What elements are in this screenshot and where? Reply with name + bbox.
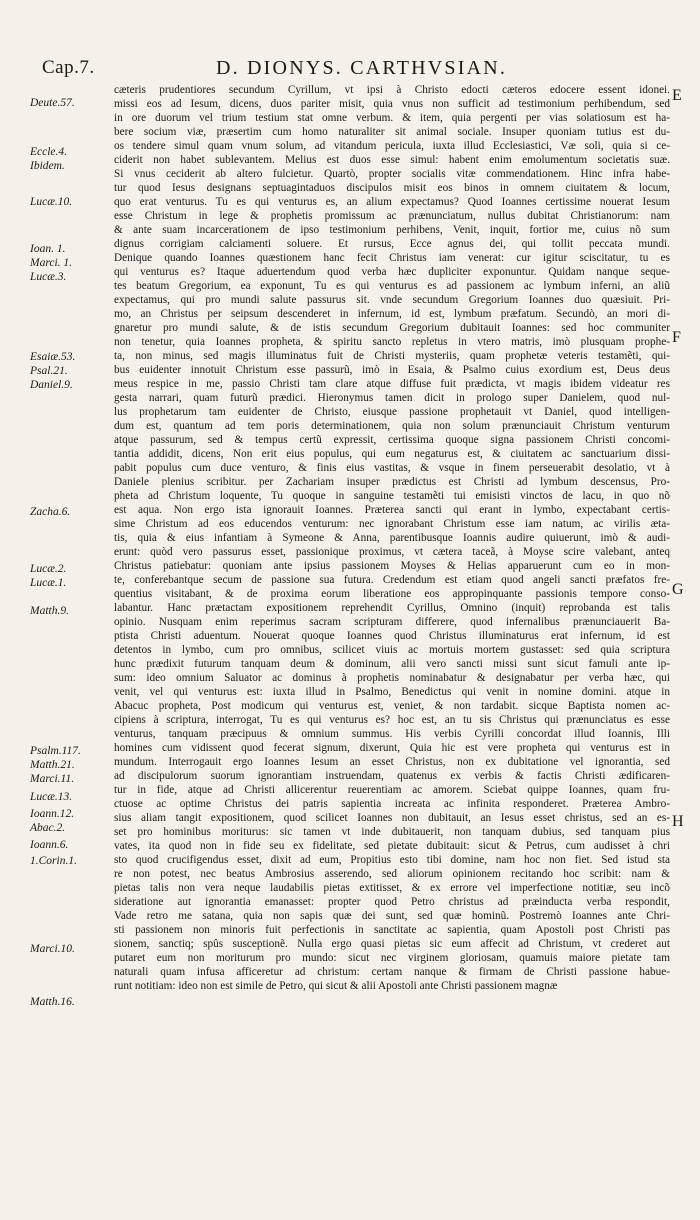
text-line: sime Christum ad eos educendos venturum: nec ignorabant Christum esse iam natum, ac virilis æta- bbox=[114, 518, 670, 530]
text-line: te, conferebantque secum de passione sua futura. Credendum est etiam quod angeli sancti præfatos fre- bbox=[114, 574, 670, 586]
text-line: bere socium viæ, præsertim cum homo naturaliter sit animal sociale. Insuper quoniam tutius est du- bbox=[114, 126, 670, 138]
margin-note: Matth.21. bbox=[30, 759, 75, 771]
margin-note: Daniel.9. bbox=[30, 379, 73, 391]
text-line: runt notitiam: ideo non est simile de Petro, qui sicut & alii Apostoli ante Christi passionem magnæ bbox=[114, 980, 558, 992]
text-line: quentius visitabant, & de proxima eorum liberatione eos appropinquante passionis tempore conso- bbox=[114, 588, 670, 600]
side-letter: G bbox=[672, 581, 684, 598]
text-line: ta, non minus, sed magis illuminatus fuit de Christi mysteriis, quam prophetæ veteris testamẽti, qui- bbox=[114, 350, 670, 362]
margin-notes bbox=[0, 0, 118, 1220]
margin-note: Marci.10. bbox=[30, 943, 75, 955]
margin-note: Matth.16. bbox=[30, 996, 75, 1008]
margin-note: Marci.11. bbox=[30, 773, 75, 785]
text-line: sti passionem non minoris fuit perfectionis in sanctitate ac sapientia, quam Apostoli post Christi pas bbox=[114, 924, 670, 936]
text-line: dignus corrigiam calciamenti soluere. Et rursus, Ecce agnus dei, qui tollit peccata mundi. bbox=[114, 238, 670, 250]
text-line: esse Christum in lege & prophetis promissum ac prænunciatum, nullus dubitat Christianorum: nam bbox=[114, 210, 670, 222]
margin-note: Zacha.6. bbox=[30, 506, 71, 518]
text-line: ad discipulorum suorum ignorantiam instruendam, quatenus ex verbis & factis Christi ædificaren- bbox=[114, 770, 670, 782]
text-line: vates, ita quod non in fide seu ex fidelitate, sed pietate dubitauit: sicut & Petrus, cum audisset à chri bbox=[114, 840, 670, 852]
margin-note: Psalm.117. bbox=[30, 745, 81, 757]
text-line: bus euidenter innotuit Christum esse passurũ, imò in Esaia, & Psalmo cuius exordium est, Deus deus bbox=[114, 364, 670, 376]
text-line: expectamus, qui pro mundi salute passurus sit. vnde secundum Gregorium Ioannes duo quæsiuit. Pri- bbox=[114, 294, 670, 306]
side-letter: F bbox=[672, 329, 681, 346]
text-line: set pro hominibus moriturus: sic tamen vt inde dubitauerit, non tanquam dubius, sed tanquam pius bbox=[114, 826, 670, 838]
text-line: opinio. Nusquam enim reperimus sacram scripturam differere, quod infernalibus prænunciauerit Ba- bbox=[114, 616, 670, 628]
side-letter: E bbox=[672, 87, 682, 104]
text-line: homines cum vidissent quod fecerat signum, dixerunt, Quia hic est vere propheta qui venturus est in bbox=[114, 742, 670, 754]
text-line: re non potest, nec beatus Ambrosius asserendo, sed aliorum opinionem recitando hoc scribit: nam & bbox=[114, 868, 670, 880]
text-line: meus respice in me, passio Christi tam clare atque diffuse fuit prædicta, vt magis ibidem videatur res bbox=[114, 378, 670, 390]
text-line: venit, vel qui venturus est: iuxta illud in Psalmo, Benedictus qui venit in nomine domini. atque in bbox=[114, 686, 670, 698]
text-line: tes beatum Gregorium, ea exponunt, Tu es qui venturus es ad passionem ac lymbum inferni, an aliũ bbox=[114, 280, 670, 292]
body-text bbox=[114, 83, 670, 993]
text-line: putaret eum non moriturum pro mundo: sicut nec virginem gloriosam, quamuis maiore pietate tam bbox=[114, 952, 670, 964]
text-line: quo erat venturus. Tu es qui venturus es, an alium expectamus? Quod Ioannes certissime nouerat Iesum bbox=[114, 196, 670, 208]
page-number: Cap.7. bbox=[42, 57, 95, 78]
text-line: tis, quia & eius infantiam à Symeone & Anna, parentibusque Ioannis audire quiuerunt, imò & audi- bbox=[114, 532, 670, 544]
text-line: gnaretur pro mundi salute, & de istis secundum Gregorium dubitauit Ioannes: sed hoc communiter bbox=[114, 322, 670, 334]
margin-note: Lucæ.3. bbox=[30, 271, 67, 283]
text-line: detentos in lymbo, cum pro omnibus, scilicet viuis ac mortuis mortem gustasset: sed quia scriptura bbox=[114, 644, 670, 656]
text-line: pabit populus cum duce venturo, & finis eius vastitas, & vsque in finem perseuerabit desolatio, vt à bbox=[114, 462, 670, 474]
margin-note: Ioann.12. bbox=[30, 808, 75, 820]
margin-note: Ioan. 1. bbox=[30, 243, 66, 255]
text-line: Vade retro me satana, quia non sapis quæ dei sunt, sed quæ hominũ. Postremò Ioannes ante Chri- bbox=[114, 910, 670, 922]
text-line: Christus patiebatur: quoniam ante ipsius passionem Moyses & Helias apparuerunt cum eo in mon- bbox=[114, 560, 670, 572]
text-line: tur quod Iesus designans septuagintaduos discipulos misit eos binos in omnem ciuitatem & locum, bbox=[114, 182, 670, 194]
text-line: hunc prædixit futurum tanquam deum & dominum, alii vero sancti missi sunt sicut famuli ante ip- bbox=[114, 658, 670, 670]
text-line: qui venturus es? Itaque aduertendum quod verba hæc dupliciter exponuntur. Quidam nanque seque- bbox=[114, 266, 670, 278]
margin-note: Marci. 1. bbox=[30, 257, 73, 269]
text-line: Daniele plenius scribitur. per Zachariam insuper prædictus est Christi ad lymbum descensus, Pro- bbox=[114, 476, 670, 488]
text-line: Denique quando Ioannes quæstionem hanc fecit Christus iam venerat: cur igitur sciscitatur, tu es bbox=[114, 252, 670, 264]
margin-note: Lucæ.13. bbox=[30, 791, 73, 803]
text-line: sius aliam tangit expositionem, quod scilicet Ioannes non dubitauit, an Iesus esset christus, sed an es- bbox=[114, 812, 670, 824]
text-line: tantia addidit, dicens, Non erit eius populus, qui eum negaturus est, & ciuitatem ac sanctuarium dissi- bbox=[114, 448, 670, 460]
text-line: mundum. Interrogauit ergo Ioannes Iesum an esset Christus, non ex dubitatione vel ignorantia, sed bbox=[114, 756, 670, 768]
text-line: & ante suam incarcerationem de ipso testimonium perhibens, Venit, inquit, fortior me, cuius nõ sum bbox=[114, 224, 670, 236]
text-line: in ore duorum vel trium testium stat omne verbum. & item, quia pergenti per vias solatiosum est ha- bbox=[114, 112, 670, 124]
text-line: dum est, quantum ad tem poris determinationem, quia non solum prænunciauit Christum venturum bbox=[114, 420, 670, 432]
page-header bbox=[42, 57, 658, 81]
running-title: D. DIONYS. CARTHVSIAN. bbox=[216, 57, 508, 79]
margin-note: Eccle.4. bbox=[30, 146, 68, 158]
margin-note: Lucæ.2. bbox=[30, 563, 67, 575]
margin-note: Lucæ.1. bbox=[30, 577, 67, 589]
text-line: ctuose ac optime Christus dei patris sapientia increata ac infinita responderet. Præterea Ambro- bbox=[114, 798, 670, 810]
text-line: naturali quam infusa afficeretur ad christum: certam nanque & firmam de Christi passione habue- bbox=[114, 966, 670, 978]
text-line: sto quod crucifigendus esset, dixit ad eum, Propitius esto tibi domine, nam hoc non fiet. Sed istud sta bbox=[114, 854, 670, 866]
text-line: os tendere simul quam vnum solum, ad vitandum pericula, iuxta illud Ecclesiastici, Væ soli, quia si ce- bbox=[114, 140, 670, 152]
text-line: gesta narrari, quam futurũ prædici. Hieronymus tamen dicit in prologo super Danielem, quod nul- bbox=[114, 392, 670, 404]
text-line: non tenetur, quia Ioannes propheta, & spiritu sancto repletus in vtero matris, imò plusquam prophe- bbox=[114, 336, 670, 348]
margin-note: Esaiæ.53. bbox=[30, 351, 76, 363]
text-line: sum: ideo omnium Saluator ac dominus à prophetis nominabatur & designabatur per verba hæc, qui bbox=[114, 672, 670, 684]
margin-note: Ioann.6. bbox=[30, 839, 69, 851]
text-line: venturus, tanquam præcipuus & omnium summus. His verbis Cyrilli concordat illud Ioannis, Illi bbox=[114, 728, 670, 740]
text-line: ptista Christi aduentum. Nouerat quoque Ioannes quod Christus illuminaturus erat infernum, id est bbox=[114, 630, 670, 642]
text-line: tur in fide, atque ad Christi allicerentur reuerentiam ac amorem. Sciebat quippe Ioannes, quam fru- bbox=[114, 784, 670, 796]
text-line: cæteris prudentiores secundum Cyrillum, vt ipsi à Christo edocti cæteros edocere essent idonei. bbox=[114, 84, 670, 96]
text-line: Abacuc propheta, Post modicum qui venturus est, veniet, & non tardabit. sicque Baptista nomen ac- bbox=[114, 700, 670, 712]
margin-note: Abac.2. bbox=[30, 822, 66, 834]
text-line: pietas talis non vera neque laudabilis pietas extitisset, & ex errore vel imperfectione notitiæ, seu incõ bbox=[114, 882, 670, 894]
margin-note: Lucæ.10. bbox=[30, 196, 73, 208]
margin-note: Deute.57. bbox=[30, 97, 75, 109]
margin-note: Matth.9. bbox=[30, 605, 69, 617]
text-line: sionem, sanctiq; spûs susceptionẽ. Nulla ergo quasi pietas sic eum affecit ad Christum, vt crederet aut bbox=[114, 938, 670, 950]
text-line: missi eos ad Iesum, dicens, duos pariter misit, quia vnus non sufficit ad testimonium perhibendum, sed bbox=[114, 98, 670, 110]
text-line: Si vnus ceciderit ab altero fulcietur. Quartò, propter socialis vitæ commendationem. Hinc infra habe- bbox=[114, 168, 670, 180]
margin-note: Psal.21. bbox=[30, 365, 68, 377]
text-line: lus prophetarum tam euidenter de Christo, eiusque passione prophetauit vt Daniel, quod intelligen- bbox=[114, 406, 670, 418]
text-line: pheta ad Christum loquente, Tu quoque in sanguine testamẽti tui emisisti vinctos de lacu, in quo nõ bbox=[114, 490, 670, 502]
text-line: mo, an Christus per seipsum descenderet in infernum, id est, lymbum præfatum. Secundò, an mori di- bbox=[114, 308, 670, 320]
text-line: sideratione aut ignorantia emanasset: propter quod Petro christus ad præinducta verba respondit, bbox=[114, 896, 670, 908]
text-line: cipiens à scriptura, interrogat, Tu es qui venturus es? hoc est, an tu sis Christus qui prænunciatus es esse bbox=[114, 714, 670, 726]
text-line: erunt: quòd vero passurus esset, passionique proximus, vt cætera taceã, à Moyse scire valebant, anteq bbox=[114, 546, 670, 558]
text-line: est aqua. Non ergo ista ignorauit Ioannes. Præterea sancti qui erant in lymbo, expectabant certis- bbox=[114, 504, 670, 516]
margin-note: 1.Corin.1. bbox=[30, 855, 77, 867]
margin-note: Ibidem. bbox=[30, 160, 65, 172]
text-line: atque passurum, sed & tempus certũ expressit, certissima quoque signa passionem Christi concomi- bbox=[114, 434, 670, 446]
side-letter: H bbox=[672, 813, 684, 830]
text-line: ciderit non habet sublevantem. Melius est duos esse simul: habent enim emolumentum societatis suæ. bbox=[114, 154, 670, 166]
text-line: labantur. Hanc prætactam expositionem reprehendit Cyrillus, Omnino (inquit) reprobanda est talis bbox=[114, 602, 670, 614]
